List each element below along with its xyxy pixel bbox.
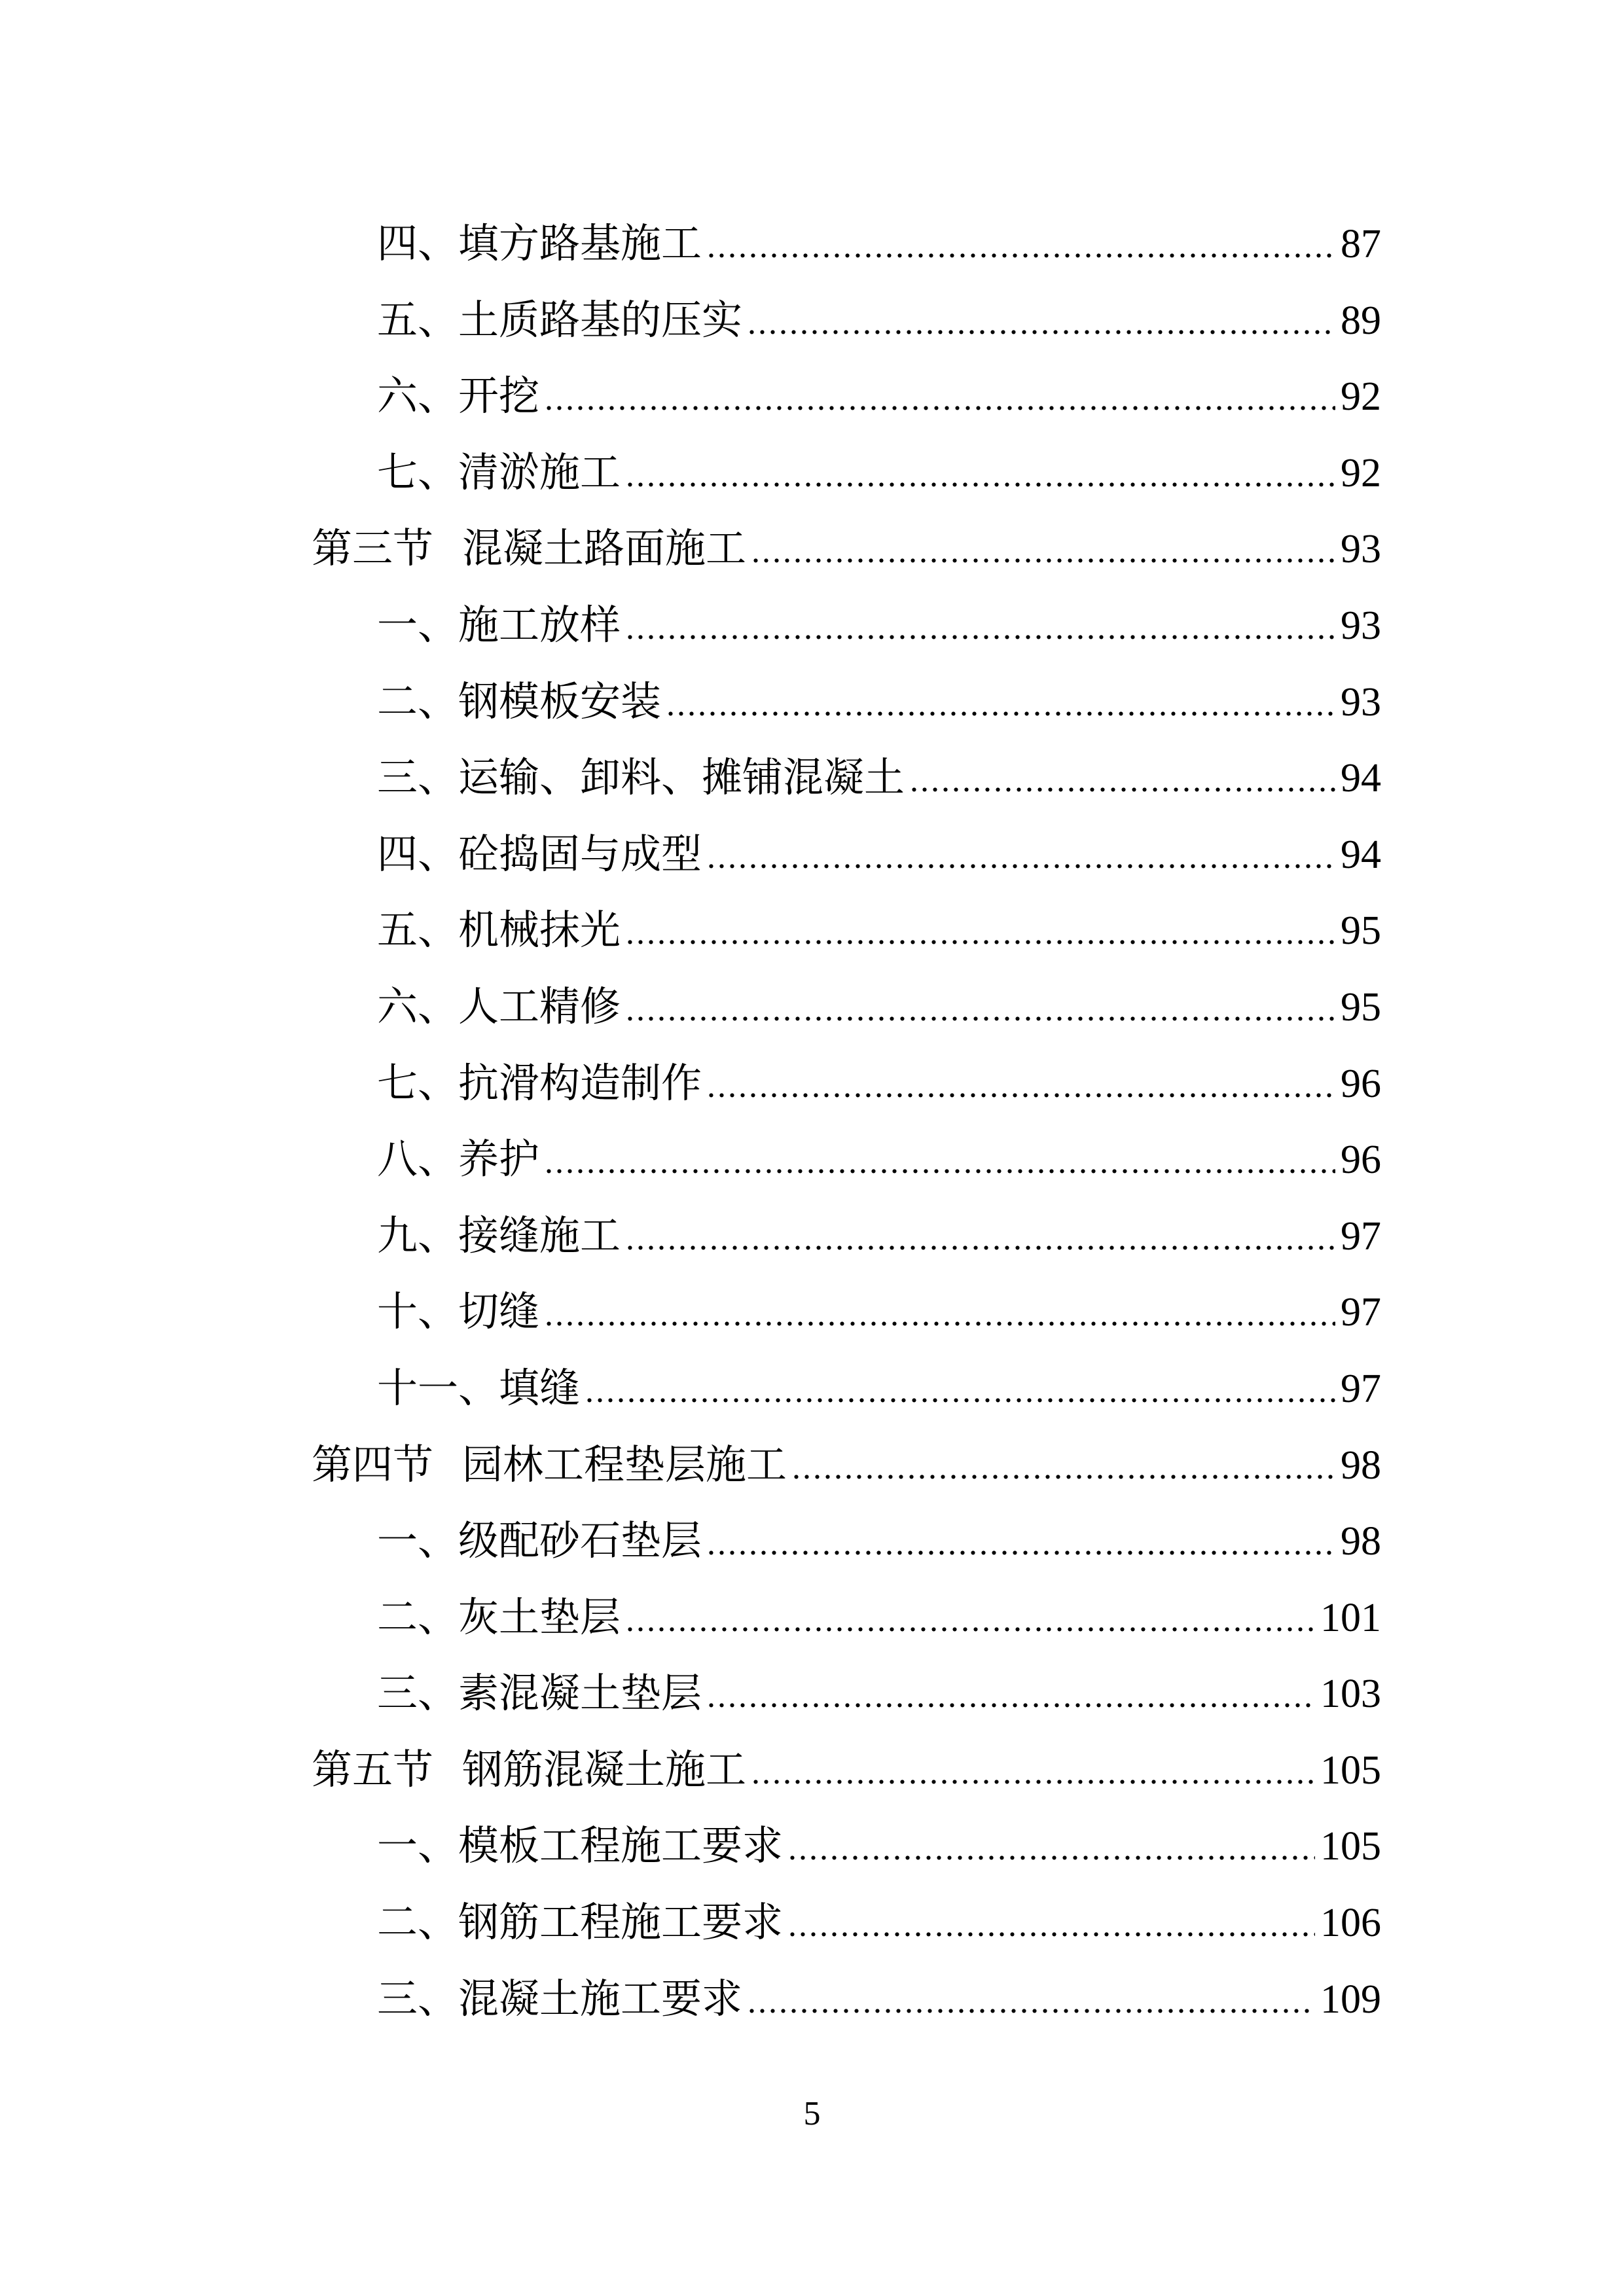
toc-entry-label — [377, 1579, 621, 1656]
toc-entry-title: 六、开挖 — [377, 372, 540, 420]
toc-entry-label — [377, 1961, 742, 2037]
page-number: 5 — [803, 2095, 821, 2132]
toc-item-entry[interactable] — [312, 1274, 1381, 1350]
toc-entry-label — [377, 1274, 539, 1350]
toc-item-entry[interactable] — [312, 1808, 1381, 1884]
toc-item-entry[interactable] — [312, 1503, 1381, 1579]
toc-item-entry[interactable] — [312, 892, 1381, 969]
toc-entry-title: 五、土质路基的压实 — [377, 295, 743, 344]
toc-dot-leader — [748, 285, 1335, 362]
toc-entry-title: 一、模板工程施工要求 — [377, 1821, 784, 1870]
toc-page-number: 109 — [1320, 1977, 1381, 2022]
toc-dot-leader — [626, 895, 1335, 972]
toc-entry-title: 园林工程垫层施工 — [462, 1440, 787, 1488]
toc-dot-leader — [707, 819, 1335, 896]
toc-entry-label — [377, 282, 742, 359]
toc-entry-title: 六、人工精修 — [377, 982, 621, 1030]
toc-item-entry[interactable] — [312, 435, 1381, 511]
toc-page-number: 105 — [1320, 1748, 1381, 1793]
toc-section-number: 第三节 — [312, 524, 434, 573]
toc-dot-leader — [585, 1354, 1335, 1430]
toc-entry-label — [377, 435, 621, 511]
toc-page-number: 97 — [1341, 1213, 1381, 1259]
toc-entry-title: 三、混凝土施工要求 — [377, 1974, 743, 2022]
toc-item-entry[interactable] — [312, 282, 1381, 359]
toc-item-entry[interactable] — [312, 358, 1381, 435]
toc-dot-leader — [626, 438, 1335, 514]
toc-page-number: 92 — [1341, 450, 1381, 495]
table-of-contents — [312, 206, 1381, 2037]
toc-dot-leader — [707, 1049, 1335, 1125]
toc-entry-label — [377, 969, 621, 1045]
toc-entry-title: 混凝土路面施工 — [462, 524, 747, 573]
toc-entry-label — [312, 1427, 787, 1503]
toc-page-number: 89 — [1341, 298, 1381, 343]
toc-entry-title: 四、填方路基施工 — [377, 219, 702, 267]
toc-dot-leader — [545, 1277, 1335, 1354]
toc-page-number: 93 — [1341, 679, 1381, 725]
toc-entry-title: 九、接缝施工 — [377, 1211, 621, 1259]
toc-item-entry[interactable] — [312, 1198, 1381, 1274]
toc-dot-leader — [626, 1583, 1315, 1659]
toc-page-number: 92 — [1341, 374, 1381, 420]
toc-entry-title: 三、素混凝土垫层 — [377, 1669, 702, 1717]
toc-section-entry[interactable] — [312, 1427, 1381, 1503]
toc-page-number: 96 — [1341, 1138, 1381, 1183]
toc-item-entry[interactable] — [312, 969, 1381, 1045]
toc-dot-leader — [626, 1201, 1335, 1278]
toc-entry-title: 五、机械抹光 — [377, 906, 621, 954]
toc-page-number: 98 — [1341, 1443, 1381, 1488]
toc-entry-label — [377, 740, 905, 816]
toc-entry-label — [377, 1884, 783, 1961]
toc-entry-label — [377, 206, 702, 282]
toc-dot-leader — [545, 361, 1335, 438]
toc-page-number: 96 — [1341, 1061, 1381, 1106]
toc-dot-leader — [792, 1430, 1335, 1507]
toc-item-entry[interactable] — [312, 587, 1381, 664]
toc-entry-title: 一、施工放样 — [377, 600, 621, 649]
toc-section-number: 第五节 — [312, 1745, 434, 1793]
toc-dot-leader — [707, 1659, 1315, 1735]
toc-entry-title: 十一、填缝 — [377, 1363, 581, 1412]
toc-dot-leader — [751, 514, 1335, 590]
toc-item-entry[interactable] — [312, 1655, 1381, 1732]
toc-entry-label — [377, 892, 621, 969]
toc-dot-leader — [626, 972, 1335, 1049]
toc-dot-leader — [626, 590, 1335, 667]
toc-dot-leader — [666, 667, 1335, 744]
toc-page-number: 106 — [1320, 1901, 1381, 1946]
toc-entry-label — [377, 816, 702, 893]
toc-entry-label — [377, 358, 539, 435]
toc-entry-title: 七、抗滑构造制作 — [377, 1058, 702, 1107]
toc-entry-title: 二、钢模板安装 — [377, 677, 662, 725]
toc-entry-label — [377, 1503, 702, 1579]
toc-entry-title: 三、运输、卸料、摊铺混凝土 — [377, 753, 905, 802]
toc-entry-title: 钢筋混凝土施工 — [462, 1745, 747, 1793]
toc-item-entry[interactable] — [312, 1579, 1381, 1656]
toc-page-number: 103 — [1320, 1672, 1381, 1717]
toc-section-entry[interactable] — [312, 1732, 1381, 1808]
toc-item-entry[interactable] — [312, 1961, 1381, 2037]
toc-page-number: 101 — [1320, 1595, 1381, 1640]
toc-dot-leader — [707, 209, 1335, 285]
toc-entry-label — [312, 1732, 746, 1808]
toc-entry-label — [377, 1045, 702, 1122]
toc-entry-title: 一、级配砂石垫层 — [377, 1516, 702, 1565]
toc-dot-leader — [751, 1735, 1315, 1812]
toc-item-entry[interactable] — [312, 816, 1381, 893]
toc-page-number: 94 — [1341, 832, 1381, 877]
toc-page-number: 97 — [1341, 1366, 1381, 1411]
toc-page-number: 105 — [1320, 1824, 1381, 1869]
toc-page-number: 98 — [1341, 1519, 1381, 1564]
toc-entry-label — [377, 1121, 539, 1198]
toc-page-number: 95 — [1341, 908, 1381, 954]
toc-entry-label — [377, 1655, 702, 1732]
toc-entry-label — [377, 1198, 621, 1274]
toc-dot-leader — [707, 1506, 1335, 1583]
toc-item-entry[interactable] — [312, 1884, 1381, 1961]
toc-item-entry[interactable] — [312, 1121, 1381, 1198]
toc-entry-label — [377, 1808, 783, 1884]
toc-page-number: 93 — [1341, 527, 1381, 572]
toc-entry-title: 八、养护 — [377, 1135, 540, 1183]
toc-page-number: 93 — [1341, 603, 1381, 648]
toc-entry-title: 七、清淤施工 — [377, 448, 621, 496]
toc-dot-leader — [788, 1811, 1315, 1888]
toc-section-entry[interactable] — [312, 511, 1381, 587]
toc-dot-leader — [910, 743, 1335, 819]
toc-page-number: 94 — [1341, 756, 1381, 801]
toc-item-entry[interactable] — [312, 1350, 1381, 1427]
toc-item-entry[interactable] — [312, 664, 1381, 740]
toc-page-number: 87 — [1341, 222, 1381, 266]
toc-dot-leader — [748, 1964, 1315, 2041]
toc-entry-title: 二、灰土垫层 — [377, 1592, 621, 1641]
toc-entry-title: 二、钢筋工程施工要求 — [377, 1898, 784, 1946]
toc-entry-title: 四、砼捣固与成型 — [377, 829, 702, 878]
toc-page-number: 95 — [1341, 984, 1381, 1030]
toc-entry-title: 十、切缝 — [377, 1287, 540, 1336]
toc-item-entry[interactable] — [312, 1045, 1381, 1122]
toc-entry-label — [377, 1350, 580, 1427]
toc-dot-leader — [788, 1888, 1315, 1964]
toc-item-entry[interactable] — [312, 206, 1381, 282]
toc-item-entry[interactable] — [312, 740, 1381, 816]
toc-entry-label — [377, 664, 661, 740]
toc-section-number: 第四节 — [312, 1440, 434, 1488]
toc-entry-label — [377, 587, 621, 664]
toc-dot-leader — [545, 1124, 1335, 1201]
toc-entry-label — [312, 511, 746, 587]
toc-page-number: 97 — [1341, 1290, 1381, 1335]
